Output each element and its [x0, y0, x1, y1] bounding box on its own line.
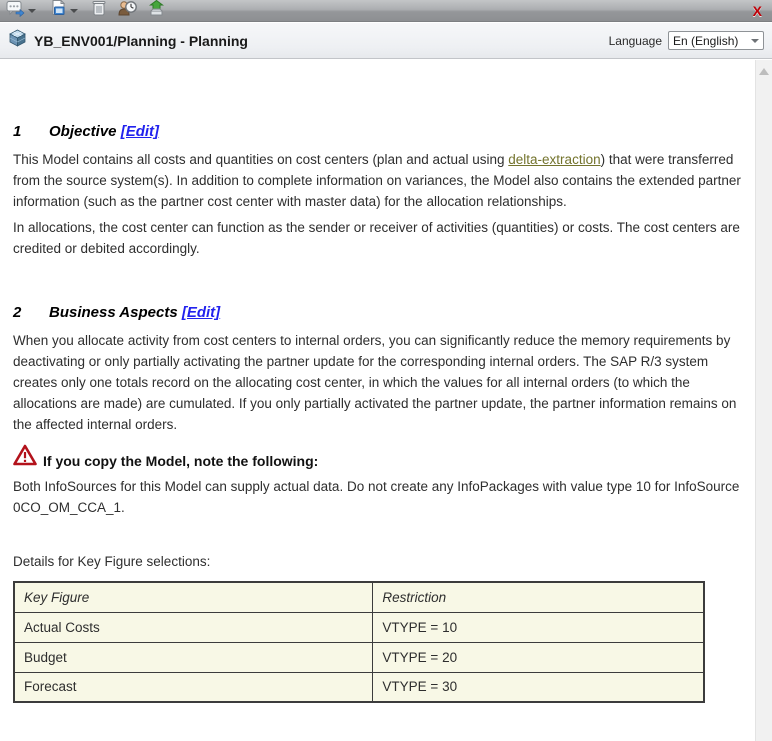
scroll-up-arrow-icon[interactable] [759, 68, 769, 75]
warning-title: If you copy the Model, note the following: [43, 453, 319, 469]
paragraph-text: ) that were transferred from the source system(s). In addition to complete information on variances, the Model also contains the extended partner information (such as the partner cost center with master data) for the allocation relationships. [13, 152, 741, 209]
section-1-number: 1 [13, 123, 22, 140]
section-2-number: 2 [13, 304, 22, 321]
infocube-icon [8, 29, 27, 52]
document-content [0, 60, 755, 741]
upload-button[interactable] [146, 1, 167, 21]
close-button[interactable]: X [752, 2, 762, 19]
restriction-cell: VTYPE = 20 [373, 642, 704, 672]
language-label: Language [608, 33, 662, 48]
language-selected-value: En (English) [673, 33, 739, 48]
column-header-restriction: Restriction [373, 582, 704, 612]
section-2-edit-link[interactable]: [Edit] [181, 304, 221, 321]
copy-to-document-button[interactable] [47, 1, 69, 21]
restriction-cell: VTYPE = 30 [373, 672, 704, 702]
section-1-heading [13, 122, 745, 142]
comments-icon [6, 0, 25, 22]
warning-triangle-icon [13, 444, 37, 472]
section-2-paragraph-1: When you allocate activity from cost centers to internal orders, you can significantly reduce the memory requirements by deactivating or only partially activating the partner update for the corresponding internal orders. The SAP R/3 system creates only one totals record on the allocating cost center, in which the values for all internal orders (to which the allocations are made) are cumulated. If you only partially activated the partner update, the partner information remains on the affected internal orders. [13, 333, 737, 432]
delete-icon [91, 0, 107, 22]
key-figure-cell: Forecast [14, 672, 373, 702]
section-1-title: Objective [49, 123, 117, 140]
language-select[interactable] [668, 31, 764, 50]
key-figure-cell: Actual Costs [14, 612, 373, 642]
paragraph-text: This Model contains all costs and quantities on cost centers (plan and actual using [13, 152, 509, 167]
section-2-heading [13, 303, 745, 323]
section-2-title: Business Aspects [49, 304, 178, 321]
delta-extraction-link[interactable]: delta-extraction [508, 152, 601, 167]
restriction-cell: VTYPE = 10 [373, 612, 704, 642]
upload-icon [148, 0, 165, 22]
table-intro: Details for Key Figure selections: [13, 554, 211, 569]
section-1-edit-link[interactable]: [Edit] [120, 123, 160, 140]
column-header-key-figure: Key Figure [14, 582, 373, 612]
toolbar [0, 0, 772, 22]
key-figure-cell: Budget [14, 642, 373, 672]
section-1-paragraph-2: In allocations, the cost center can function as the sender or receiver of activities (quantities) or costs. The cost centers are credited or debited accordingly. [13, 220, 740, 256]
chevron-down-icon [751, 39, 759, 43]
comments-button[interactable] [4, 1, 27, 21]
table-row [14, 642, 704, 672]
vertical-scrollbar[interactable] [755, 60, 772, 741]
history-button[interactable] [115, 1, 140, 21]
delete-button[interactable] [89, 1, 109, 21]
title-bar [0, 23, 772, 59]
section-1-paragraph-1 [13, 149, 745, 212]
page-title: YB_ENV001/Planning - Planning [34, 32, 248, 49]
copy-to-document-icon [49, 0, 67, 22]
table-header-row [14, 582, 704, 612]
key-figure-table [13, 581, 705, 703]
copy-dropdown-caret[interactable] [70, 9, 78, 13]
warning-body: Both InfoSources for this Model can supply actual data. Do not create any InfoPackages with value type 10 for InfoSource 0CO_OM_CCA_1. [13, 479, 740, 515]
table-row [14, 672, 704, 702]
comments-dropdown-caret[interactable] [28, 9, 36, 13]
table-row [14, 612, 704, 642]
warning-heading [13, 444, 745, 472]
history-icon [117, 0, 138, 22]
